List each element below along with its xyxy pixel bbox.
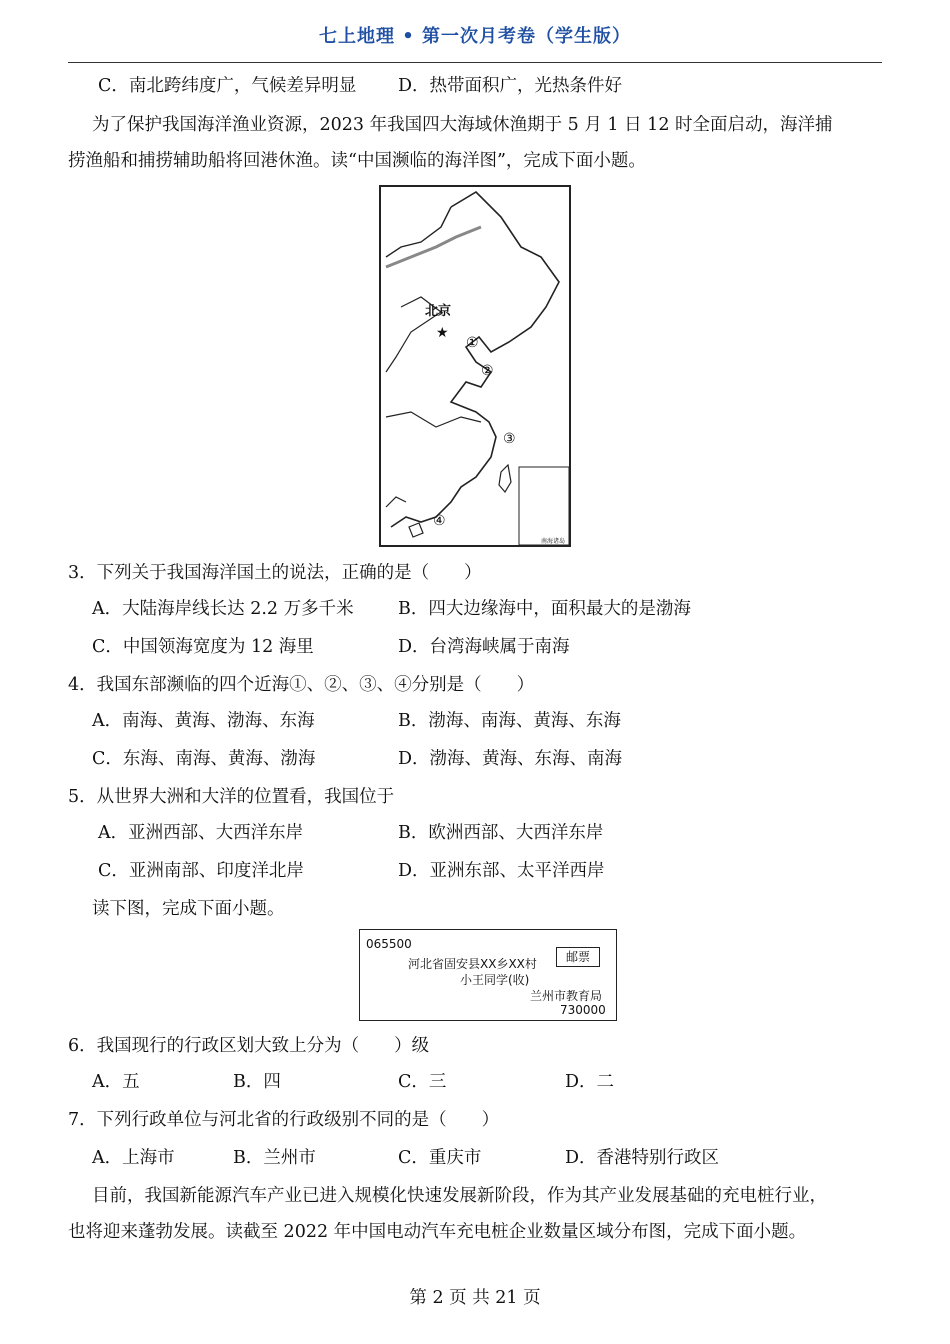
q3-stem: 3．下列关于我国海洋国土的说法，正确的是（ ） [68, 563, 482, 583]
inset-label: 南海诸岛 [541, 538, 566, 545]
beijing-label: 北京 [425, 304, 452, 319]
q6-option-b: B．四 [233, 1072, 281, 1092]
page-header-title: 七上地理 • 第一次月考卷（学生版） [318, 26, 632, 47]
q6-option-c: C．三 [398, 1072, 447, 1092]
china-seas-map-svg [381, 187, 569, 545]
river-south [386, 497, 406, 507]
intro3-line2: 也将迎来蓬勃发展。读截至 2022 年中国电动汽车充电桩企业数量区域分布图，完成下面小题。 [68, 1222, 807, 1242]
q7-option-a: A．上海市 [92, 1148, 175, 1168]
beijing-star-icon: ★ [436, 325, 449, 341]
south-china-sea-inset [519, 467, 569, 545]
header-divider [68, 62, 882, 63]
envelope-sender: 兰州市教育局 [530, 989, 603, 1003]
q3-option-c: C．中国领海宽度为 12 海里 [92, 637, 314, 657]
q5-stem: 5．从世界大洲和大洋的位置看，我国位于 [68, 787, 395, 807]
q6-option-a: A．五 [92, 1072, 140, 1092]
q4-option-b: B．渤海、南海、黄海、东海 [398, 711, 621, 731]
intro3-line1: 目前，我国新能源汽车产业已进入规模化快速发展新阶段，作为其产业发展基础的充电桩行业， [92, 1186, 827, 1206]
q3-option-a: A．大陆海岸线长达 2.2 万多千米 [92, 599, 354, 619]
china-seas-map [379, 185, 571, 547]
sea-marker-1: ① [466, 335, 479, 351]
intro1-line1: 为了保护我国海洋渔业资源，2023 年我国四大海域休渔期于 5 月 1 日 12 时全面启动，海洋捕 [92, 115, 833, 135]
envelope-zip-to: 065500 [366, 937, 412, 951]
envelope-zip-from: 730000 [560, 1003, 606, 1017]
q4-option-d: D．渤海、黄海、东海、南海 [398, 749, 623, 769]
envelope-figure [359, 929, 617, 1021]
q6-option-d: D．二 [565, 1072, 615, 1092]
yangtze-river [386, 412, 481, 427]
prev-option-c: C．南北跨纬度广，气候差异明显 [98, 76, 357, 96]
envelope-recipient: 小王同学(收) [460, 973, 530, 987]
q7-option-d: D．香港特别行政区 [565, 1148, 720, 1168]
hainan-island [409, 523, 423, 537]
q5-option-b: B．欧洲西部、大西洋东岸 [398, 823, 604, 843]
sea-marker-4: ④ [433, 513, 446, 529]
sea-marker-2: ② [481, 363, 494, 379]
q7-option-c: C．重庆市 [398, 1148, 482, 1168]
q6-stem: 6．我国现行的行政区划大致上分为（ ）级 [68, 1036, 430, 1056]
page-footer: 第 2 页 共 21 页 [409, 1288, 541, 1308]
envelope-address: 河北省固安县XX乡XX村 [408, 957, 537, 971]
envelope-stamp: 邮票 [556, 947, 600, 967]
q5-option-c: C．亚洲南部、印度洋北岸 [98, 861, 304, 881]
q4-stem: 4．我国东部濒临的四个近海①、②、③、④分别是（ ） [68, 675, 535, 695]
q7-stem: 7．下列行政单位与河北省的行政级别不同的是（ ） [68, 1110, 500, 1130]
q4-option-a: A．南海、黄海、渤海、东海 [92, 711, 315, 731]
q7-option-b: B．兰州市 [233, 1148, 316, 1168]
intro1-line2: 捞渔船和捕捞辅助船将回港休渔。读“中国濒临的海洋图”，完成下面小题。 [68, 151, 646, 171]
q3-option-d: D．台湾海峡属于南海 [398, 637, 570, 657]
taiwan-island [499, 465, 511, 492]
sea-marker-3: ③ [503, 431, 516, 447]
q3-option-b: B．四大边缘海中，面积最大的是渤海 [398, 599, 691, 619]
q5-option-a: A．亚洲西部、大西洋东岸 [98, 823, 304, 843]
border-north [386, 207, 451, 257]
intro2-line1: 读下图，完成下面小题。 [92, 899, 285, 919]
prev-option-d: D．热带面积广，光热条件好 [398, 76, 623, 96]
q5-option-d: D．亚洲东部、太平洋西岸 [398, 861, 605, 881]
q4-option-c: C．东海、南海、黄海、渤海 [92, 749, 316, 769]
